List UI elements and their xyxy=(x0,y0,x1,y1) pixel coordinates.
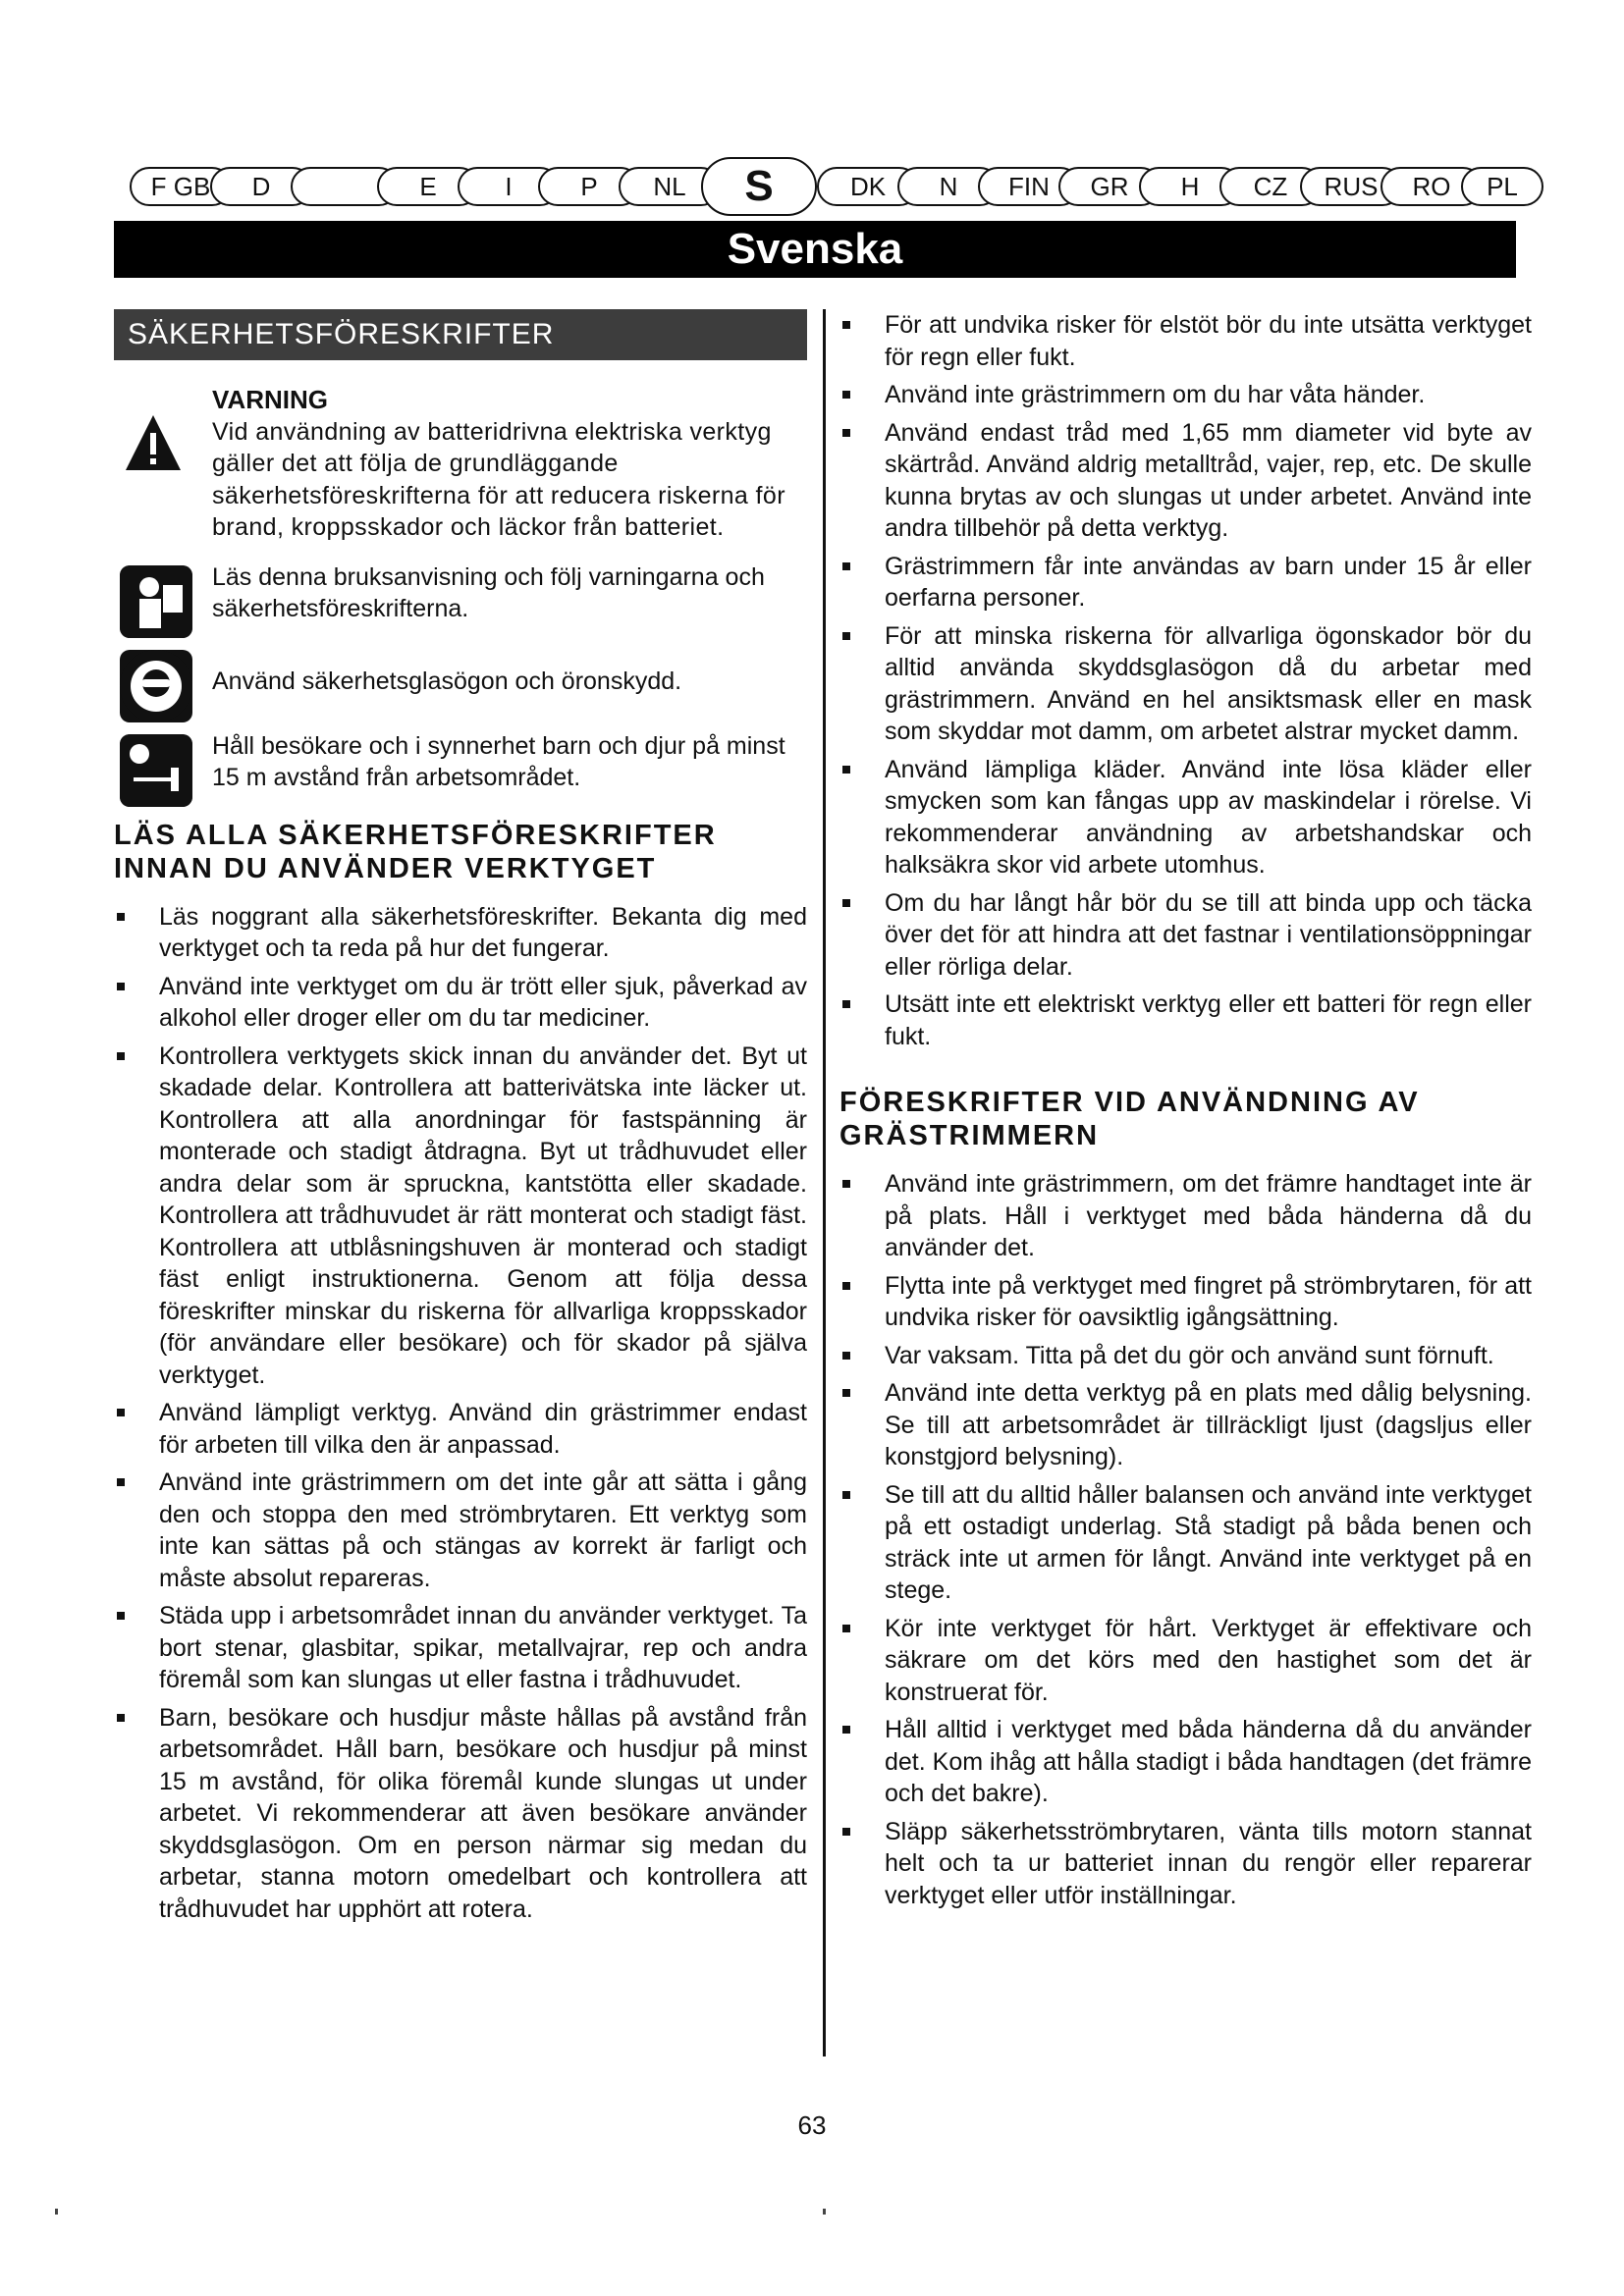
column-divider xyxy=(823,309,826,2056)
icon-note-row xyxy=(114,730,807,799)
tab-lang-h[interactable]: H xyxy=(1139,167,1241,206)
tab-lang-cz[interactable]: CZ xyxy=(1219,167,1322,206)
language-tab-row xyxy=(130,157,1543,218)
list-item: Använd inte grästrimmern om det inte går att sätta i gång den och stoppa den med strömbrytaren. Ett verktyg som inte kan sättas på och stängas av korrekt är farligt och måste absolut repareras. xyxy=(114,1467,807,1594)
list-item: Använd inte verktyget om du är trött eller sjuk, påverkad av alkohol eller droger eller om du tar mediciner. xyxy=(114,971,807,1035)
read-manual-icon xyxy=(120,565,192,638)
tab-lang-f-gb[interactable]: F GB xyxy=(130,167,232,206)
list-item: Använd inte grästrimmern om du har våta händer. xyxy=(839,379,1532,411)
tab-lang-ro[interactable]: RO xyxy=(1380,167,1483,206)
list-item: Kör inte verktyget för hårt. Verktyget är effektivare och säkrare om det körs med den hastighet som det är konstruerat för. xyxy=(839,1613,1532,1709)
icon-note-text: Håll besökare och i synnerhet barn och djur på minst 15 m avstånd från arbetsområdet. xyxy=(212,731,785,791)
list-item: Se till att du alltid håller balansen och använd inte verktyget på ett ostadigt underlag. Stå stadigt på båda benen och sträck inte ut armen för långt. Använd inte verktyget på en stege. xyxy=(839,1479,1532,1607)
warning-block xyxy=(114,384,807,544)
tab-lang-dk[interactable]: DK xyxy=(817,167,919,206)
scan-mark xyxy=(55,2209,58,2215)
section-heading: FÖRESKRIFTER VID ANVÄNDNING AV GRÄSTRIMMERN xyxy=(839,1087,1420,1151)
tab-lang-pl[interactable]: PL xyxy=(1461,167,1543,206)
list-item: Använd endast tråd med 1,65 mm diameter vid byte av skärtråd. Använd aldrig metalltråd, vajer, rep, etc. De skulle kunna brytas av och slungas ut under arbetet. Använd inte andra tillbehör på detta verktyg. xyxy=(839,417,1532,545)
tab-lang-s[interactable]: S xyxy=(701,157,817,216)
list-item: Barn, besökare och husdjur måste hållas på avstånd från arbetsområdet. Håll barn, besökare och husdjur på minst 15 m avstånd, för olika föremål kunde slungas ut under arbetet. Vi rekommenderar att även besökare använder skyddsglasögon. Om en person närmar sig medan du arbetar, stanna motorn omedelbart och kontrollera att trådhuvudet har upphört att rotera. xyxy=(114,1702,807,1926)
warning-triangle-icon xyxy=(124,413,183,472)
right-column xyxy=(839,309,1532,1917)
list-item: Läs noggrant alla säkerhetsföreskrifter. Bekanta dig med verktyget och ta reda på hur det fungerar. xyxy=(114,901,807,965)
list-item: Använd inte detta verktyg på en plats med dålig belysning. Se till att arbetsområdet är tillräckligt ljust (dagsljus eller konstgjord belysning). xyxy=(839,1377,1532,1473)
icon-note-text: Läs denna bruksanvisning och följ varningarna och säkerhetsföreskrifterna. xyxy=(212,562,765,622)
language-banner xyxy=(114,221,1516,278)
tab-lang-rus[interactable]: RUS xyxy=(1300,167,1402,206)
right-bullet-list-top xyxy=(839,309,1532,1052)
tab-lang-fin[interactable]: FIN xyxy=(978,167,1080,206)
list-item: Utsätt inte ett elektriskt verktyg eller ett batteri för regn eller fukt. xyxy=(839,988,1532,1052)
list-item: Släpp säkerhetsströmbrytaren, vänta tills motorn stannat helt och ta ur batteriet innan du rengör eller reparerar verktyget eller utför inställningar. xyxy=(839,1816,1532,1912)
icon-note-text: Använd säkerhetsglasögon och öronskydd. xyxy=(212,667,682,695)
list-item: Använd inte grästrimmern, om det främre handtaget inte är på plats. Håll i verktyget med båda händerna då du använder det. xyxy=(839,1168,1532,1264)
list-item: Använd lämpligt verktyg. Använd din grästrimmer endast för arbeten till vilka den är anpassad. xyxy=(114,1397,807,1461)
tab-lang-d[interactable]: D xyxy=(210,167,312,206)
left-bullet-list xyxy=(114,901,807,1926)
tab-lang-e[interactable]: E xyxy=(377,167,479,206)
warning-text: Vid användning av batteridrivna elektriska verktyg gäller det att följa de grundläggande säkerhetsföreskrifterna för att reducera riskerna för brand, kroppsskador och läckor från batteriet. xyxy=(212,417,785,541)
icon-note-row xyxy=(114,561,807,630)
list-item: För att undvika risker för elstöt bör du inte utsätta verktyget för regn eller fukt. xyxy=(839,309,1532,373)
section-title-bar xyxy=(114,309,807,360)
section-title: SÄKERHETSFÖRESKRIFTER xyxy=(128,317,555,350)
tab-lang-p[interactable]: P xyxy=(538,167,640,206)
right-bullet-list-bottom xyxy=(839,1168,1532,1911)
list-item: För att minska riskerna för allvarliga ögonskador bör du alltid använda skyddsglasögon då du arbetar med grästrimmern. Använd en hel ansiktsmask eller en mask som skyddar mot damm, om arbetet alstrar mycket damm. xyxy=(839,620,1532,748)
list-item: Kontrollera verktygets skick innan du använder det. Byt ut skadade delar. Kontrollera att batterivätska inte läcker ut. Kontrollera att alla anordningar för fastspänning är monterade och stadigt åtdragna. Byt ut trådhuvudet eller andra delar som är spruckna, kantstötta eller skadade. Kontrollera att trådhuvudet är rätt monterat och stadigt fäst. Kontrollera att utblåsningshuven är monterad och stadigt fäst enligt instruktionerna. Genom att följa dessa föreskrifter minskar du riskerna för allvarliga kroppsskador (för användare eller besökare) och för skador på själva verktyget. xyxy=(114,1041,807,1392)
icon-note-row xyxy=(114,646,807,715)
tab-lang-nl[interactable]: NL xyxy=(619,167,721,206)
scan-mark xyxy=(823,2209,826,2215)
warning-title: VARNING xyxy=(212,385,328,414)
list-item: Städa upp i arbetsområdet innan du använder verktyget. Ta bort stenar, glasbitar, spikar, metallvajrar, rep och andra föremål som kan slungas ut eller fastna i trådhuvudet. xyxy=(114,1600,807,1696)
keep-distance-15m-icon xyxy=(120,734,192,807)
goggles-earmuffs-icon xyxy=(120,650,192,722)
tab-lang-n[interactable]: N xyxy=(897,167,1000,206)
list-item: Håll alltid i verktyget med båda händerna då du använder det. Kom ihåg att hålla stadigt i båda handtagen (det främre och det bakre). xyxy=(839,1714,1532,1810)
list-item: Använd lämpliga kläder. Använd inte lösa kläder eller smycken som kan fångas upp av maskindelar i rörelse. Vi rekommenderar användning av arbetshandskar och halksäkra skor vid arbete utomhus. xyxy=(839,754,1532,881)
page-number: 63 xyxy=(797,2110,827,2140)
list-item: Flytta inte på verktyget med fingret på strömbrytaren, för att undvika risker för oavsiktlig igångsättning. xyxy=(839,1270,1532,1334)
banner-title: Svenska xyxy=(727,225,903,273)
section-heading: LÄS ALLA SÄKERHETSFÖRESKRIFTER INNAN DU ANVÄNDER VERKTYGET xyxy=(114,819,717,884)
tab-lang-i[interactable]: I xyxy=(458,167,560,206)
list-item: Om du har långt hår bör du se till att binda upp och täcka över det för att hindra att det fastnar i ventilationsöppningar eller rörliga delar. xyxy=(839,887,1532,984)
left-column xyxy=(114,309,807,1931)
tab-lang-gr[interactable]: GR xyxy=(1058,167,1161,206)
list-item: Var vaksam. Titta på det du gör och använd sunt förnuft. xyxy=(839,1340,1532,1372)
list-item: Grästrimmern får inte användas av barn under 15 år eller oerfarna personer. xyxy=(839,551,1532,614)
